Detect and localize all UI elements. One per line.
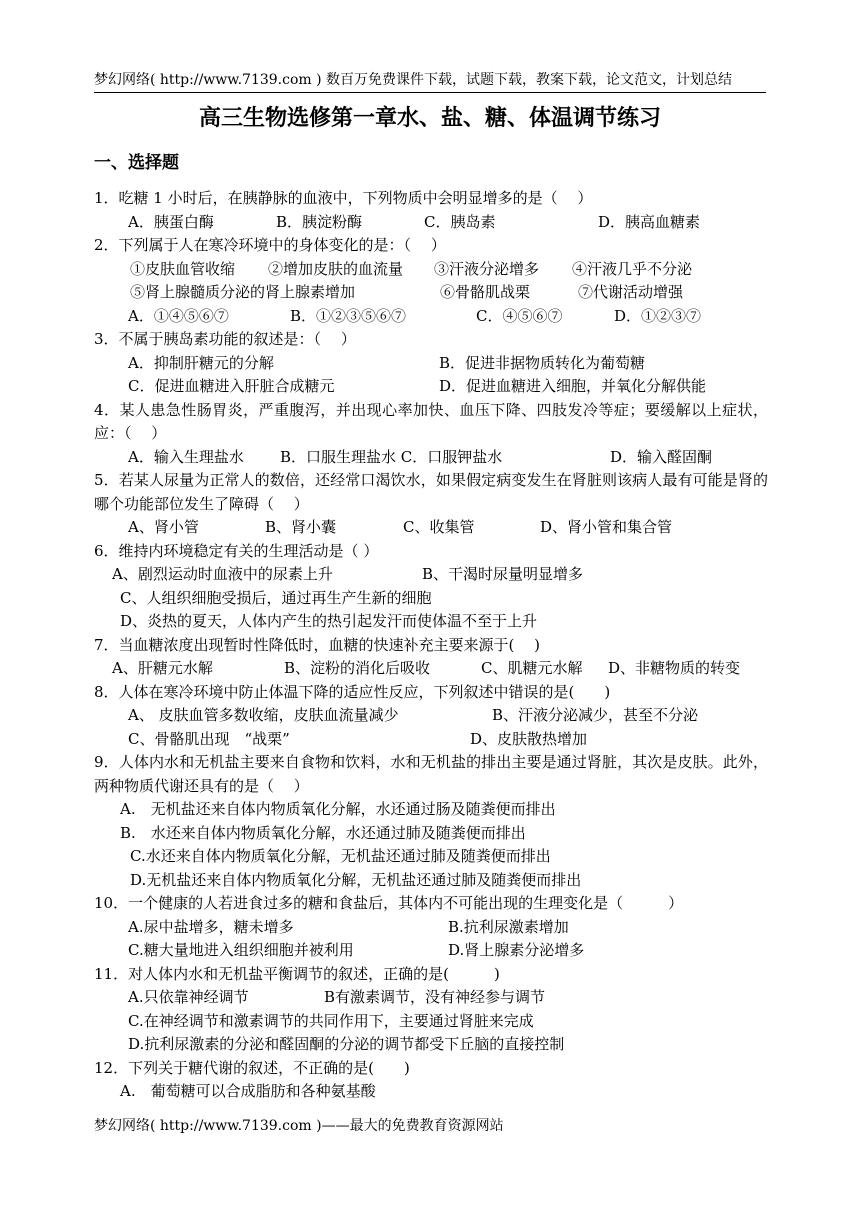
option-d: D．促进血糖进入细胞，并氧化分解供能 — [439, 377, 707, 395]
option-c: C、人组织细胞受损后，通过再生产生新的细胞 — [120, 588, 432, 607]
question-stem: 3．不属于胰岛素功能的叙述是：（ ） — [94, 330, 356, 348]
options-row — [94, 728, 768, 752]
options-row — [94, 516, 768, 540]
option-d: D、肾小管和集合管 — [540, 518, 673, 536]
option-a: A. 无机盐还来自体内物质氧化分解，水还通过肠及随粪便而排出 — [120, 800, 556, 818]
question-stem: 8．人体在寒冷环境中防止体温下降的适应性反应，下列叙述中错误的是( ) — [94, 682, 611, 701]
option-b: B.抗利尿激素增加 — [448, 917, 569, 936]
options-row — [94, 657, 768, 681]
option-c: C.糖大量地进入组织细胞并被利用 — [128, 941, 354, 959]
question-stem: 5．若某人尿量为正常人的数倍，还经常口渴饮水，如果假定病变发生在肾脏则该病人最有可能是肾的哪个功能部位发生了障碍（ ） — [94, 471, 768, 513]
document-title: 高三生物选修第一章水、盐、糖、体温调节练习 — [198, 106, 661, 131]
page-footer: 梦幻网络( http://www.7139.com )——最大的免费教育资源网站 — [94, 1118, 504, 1134]
option-c: C．④⑤⑥⑦ — [476, 306, 563, 325]
question-3 — [94, 328, 768, 399]
option-a: A．输入生理盐水 — [128, 447, 244, 466]
question-1 — [94, 187, 768, 234]
option-a: A．抑制肝糖元的分解 — [128, 353, 274, 372]
option-d: D.抗利尿激素的分泌和醛固酮的分泌的调节都受下丘脑的直接控制 — [128, 1035, 565, 1053]
item-5: ⑤肾上腺髓质分泌的肾上腺素增加 — [130, 283, 356, 301]
option-d: D．输入醛固酮 — [610, 447, 713, 466]
option-bc: B．口服生理盐水 C．口服钾盐水 — [280, 447, 503, 466]
option-c: C．胰岛素 — [424, 212, 496, 231]
page-header: 梦幻网络( http://www.7139.com ) 数百万免费课件下载，试题下载，教案下载，论文范文，计划总结 — [94, 72, 733, 88]
option-b: B、淀粉的消化后吸收 — [284, 659, 431, 677]
option-b: B. 水还来自体内物质氧化分解，水还通过肺及随粪便而排出 — [120, 823, 526, 842]
question-9 — [94, 751, 768, 892]
option-a: A、 皮肤血管多数收缩，皮肤血流量减少 — [128, 706, 399, 724]
option-d: D、皮肤散热增加 — [470, 729, 588, 748]
option-c: C.在神经调节和激素调节的共同作用下，主要通过肾脏来完成 — [128, 1011, 534, 1030]
items-row — [94, 281, 768, 305]
item-2: ②增加皮肤的血流量 — [268, 259, 404, 278]
option-a: A. 葡萄糖可以合成脂肪和各种氨基酸 — [120, 1082, 376, 1100]
question-7 — [94, 634, 768, 681]
question-stem: 6．维持内环境稳定有关的生理活动是（ ） — [94, 541, 379, 560]
question-11 — [94, 963, 768, 1057]
option-b: B有激素调节，没有神经参与调节 — [324, 988, 546, 1006]
question-5 — [94, 469, 768, 540]
options-row — [94, 446, 768, 470]
option-b: B、汗液分泌减少，甚至不分泌 — [492, 706, 699, 724]
question-stem: 4．某人患急性肠胃炎，严重腹泻，并出现心率加快、血压下降、四肢发冷等症；要缓解以上症状，应：（ ） — [94, 400, 768, 442]
header-rule — [94, 92, 766, 93]
options-row — [94, 211, 768, 235]
option-c: C、收集管 — [403, 518, 475, 536]
option-b: B、干渴时尿量明显增多 — [422, 565, 584, 583]
question-stem: 11．对人体内水和无机盐平衡调节的叙述，正确的是( ) — [94, 964, 500, 983]
option-b: B．①②③⑤⑥⑦ — [290, 306, 407, 325]
option-d: D.肾上腺素分泌增多 — [448, 941, 585, 959]
option-a: A、肾小管 — [128, 518, 199, 536]
question-stem: 12．下列关于糖代谢的叙述，不正确的是( ) — [94, 1058, 410, 1077]
item-7: ⑦代谢活动增强 — [578, 283, 684, 301]
question-10 — [94, 892, 768, 963]
option-c: C．促进血糖进入肝脏合成糖元 — [128, 377, 335, 395]
item-4: ④汗液几乎不分泌 — [572, 259, 693, 278]
option-d: D、炎热的夏天，人体内产生的热引起发汗而使体温不至于上升 — [120, 612, 538, 630]
option-b: B．胰淀粉酶 — [276, 212, 363, 231]
option-d: D．胰高血糖素 — [598, 212, 701, 231]
option-b: B．促进非据物质转化为葡萄糖 — [439, 353, 646, 372]
option-a: A．胰蛋白酶 — [128, 212, 214, 231]
options-row — [94, 916, 768, 940]
question-stem: 7．当血糖浓度出现暂时性降低时，血糖的快速补充主要来源于( ) — [94, 635, 541, 654]
option-d: D、非糖物质的转变 — [608, 659, 741, 677]
option-b: B、肾小囊 — [265, 518, 337, 536]
option-d: D.无机盐还来自体内物质氧化分解，无机盐还通过肺及随粪便而排出 — [130, 870, 582, 889]
option-a: A.只依靠神经调节 — [128, 988, 249, 1006]
item-6: ⑥骨骼肌战栗 — [440, 283, 531, 301]
option-c: C、骨骼肌出现 “战栗” — [128, 729, 290, 748]
option-c: C、肌糖元水解 — [481, 659, 583, 677]
question-stem: 2．下列属于人在寒冷环境中的身体变化的是：（ ） — [94, 236, 446, 254]
options-row — [94, 563, 768, 587]
option-a: A．①④⑤⑥⑦ — [128, 306, 229, 325]
option-a: A.尿中盐增多，糖未增多 — [128, 917, 294, 936]
option-a: A、肝糖元水解 — [112, 659, 213, 677]
section-heading: 一、选择题 — [94, 153, 179, 173]
question-2 — [94, 234, 768, 328]
options-row — [94, 939, 768, 963]
question-6 — [94, 540, 768, 634]
question-8 — [94, 681, 768, 752]
question-4 — [94, 399, 768, 470]
question-stem: 9．人体内水和无机盐主要来自食物和饮料，水和无机盐的排出主要是通过肾脏，其次是皮肤。此外，两种物质代谢还具有的是（ ） — [94, 753, 768, 795]
options-row — [94, 986, 768, 1010]
options-row — [94, 352, 768, 376]
option-d: D．①②③⑦ — [614, 306, 702, 325]
options-row — [94, 375, 768, 399]
question-stem: 1．吃糖 1 小时后，在胰静脉的血液中，下列物质中会明显增多的是（ ） — [94, 189, 593, 207]
question-stem: 10．一个健康的人若进食过多的糖和食盐后，其体内不可能出现的生理变化是（ ） — [94, 894, 684, 912]
items-row — [94, 258, 768, 282]
item-3: ③汗液分泌增多 — [434, 259, 540, 278]
option-c: C.水还来自体内物质氧化分解，无机盐还通过肺及随粪便而排出 — [130, 847, 551, 865]
question-12 — [94, 1057, 768, 1104]
option-a: A、剧烈运动时血液中的尿素上升 — [112, 565, 333, 583]
options-row — [94, 305, 768, 329]
options-row — [94, 704, 768, 728]
item-1: ①皮肤血管收缩 — [130, 259, 236, 278]
question-list — [94, 187, 768, 1104]
